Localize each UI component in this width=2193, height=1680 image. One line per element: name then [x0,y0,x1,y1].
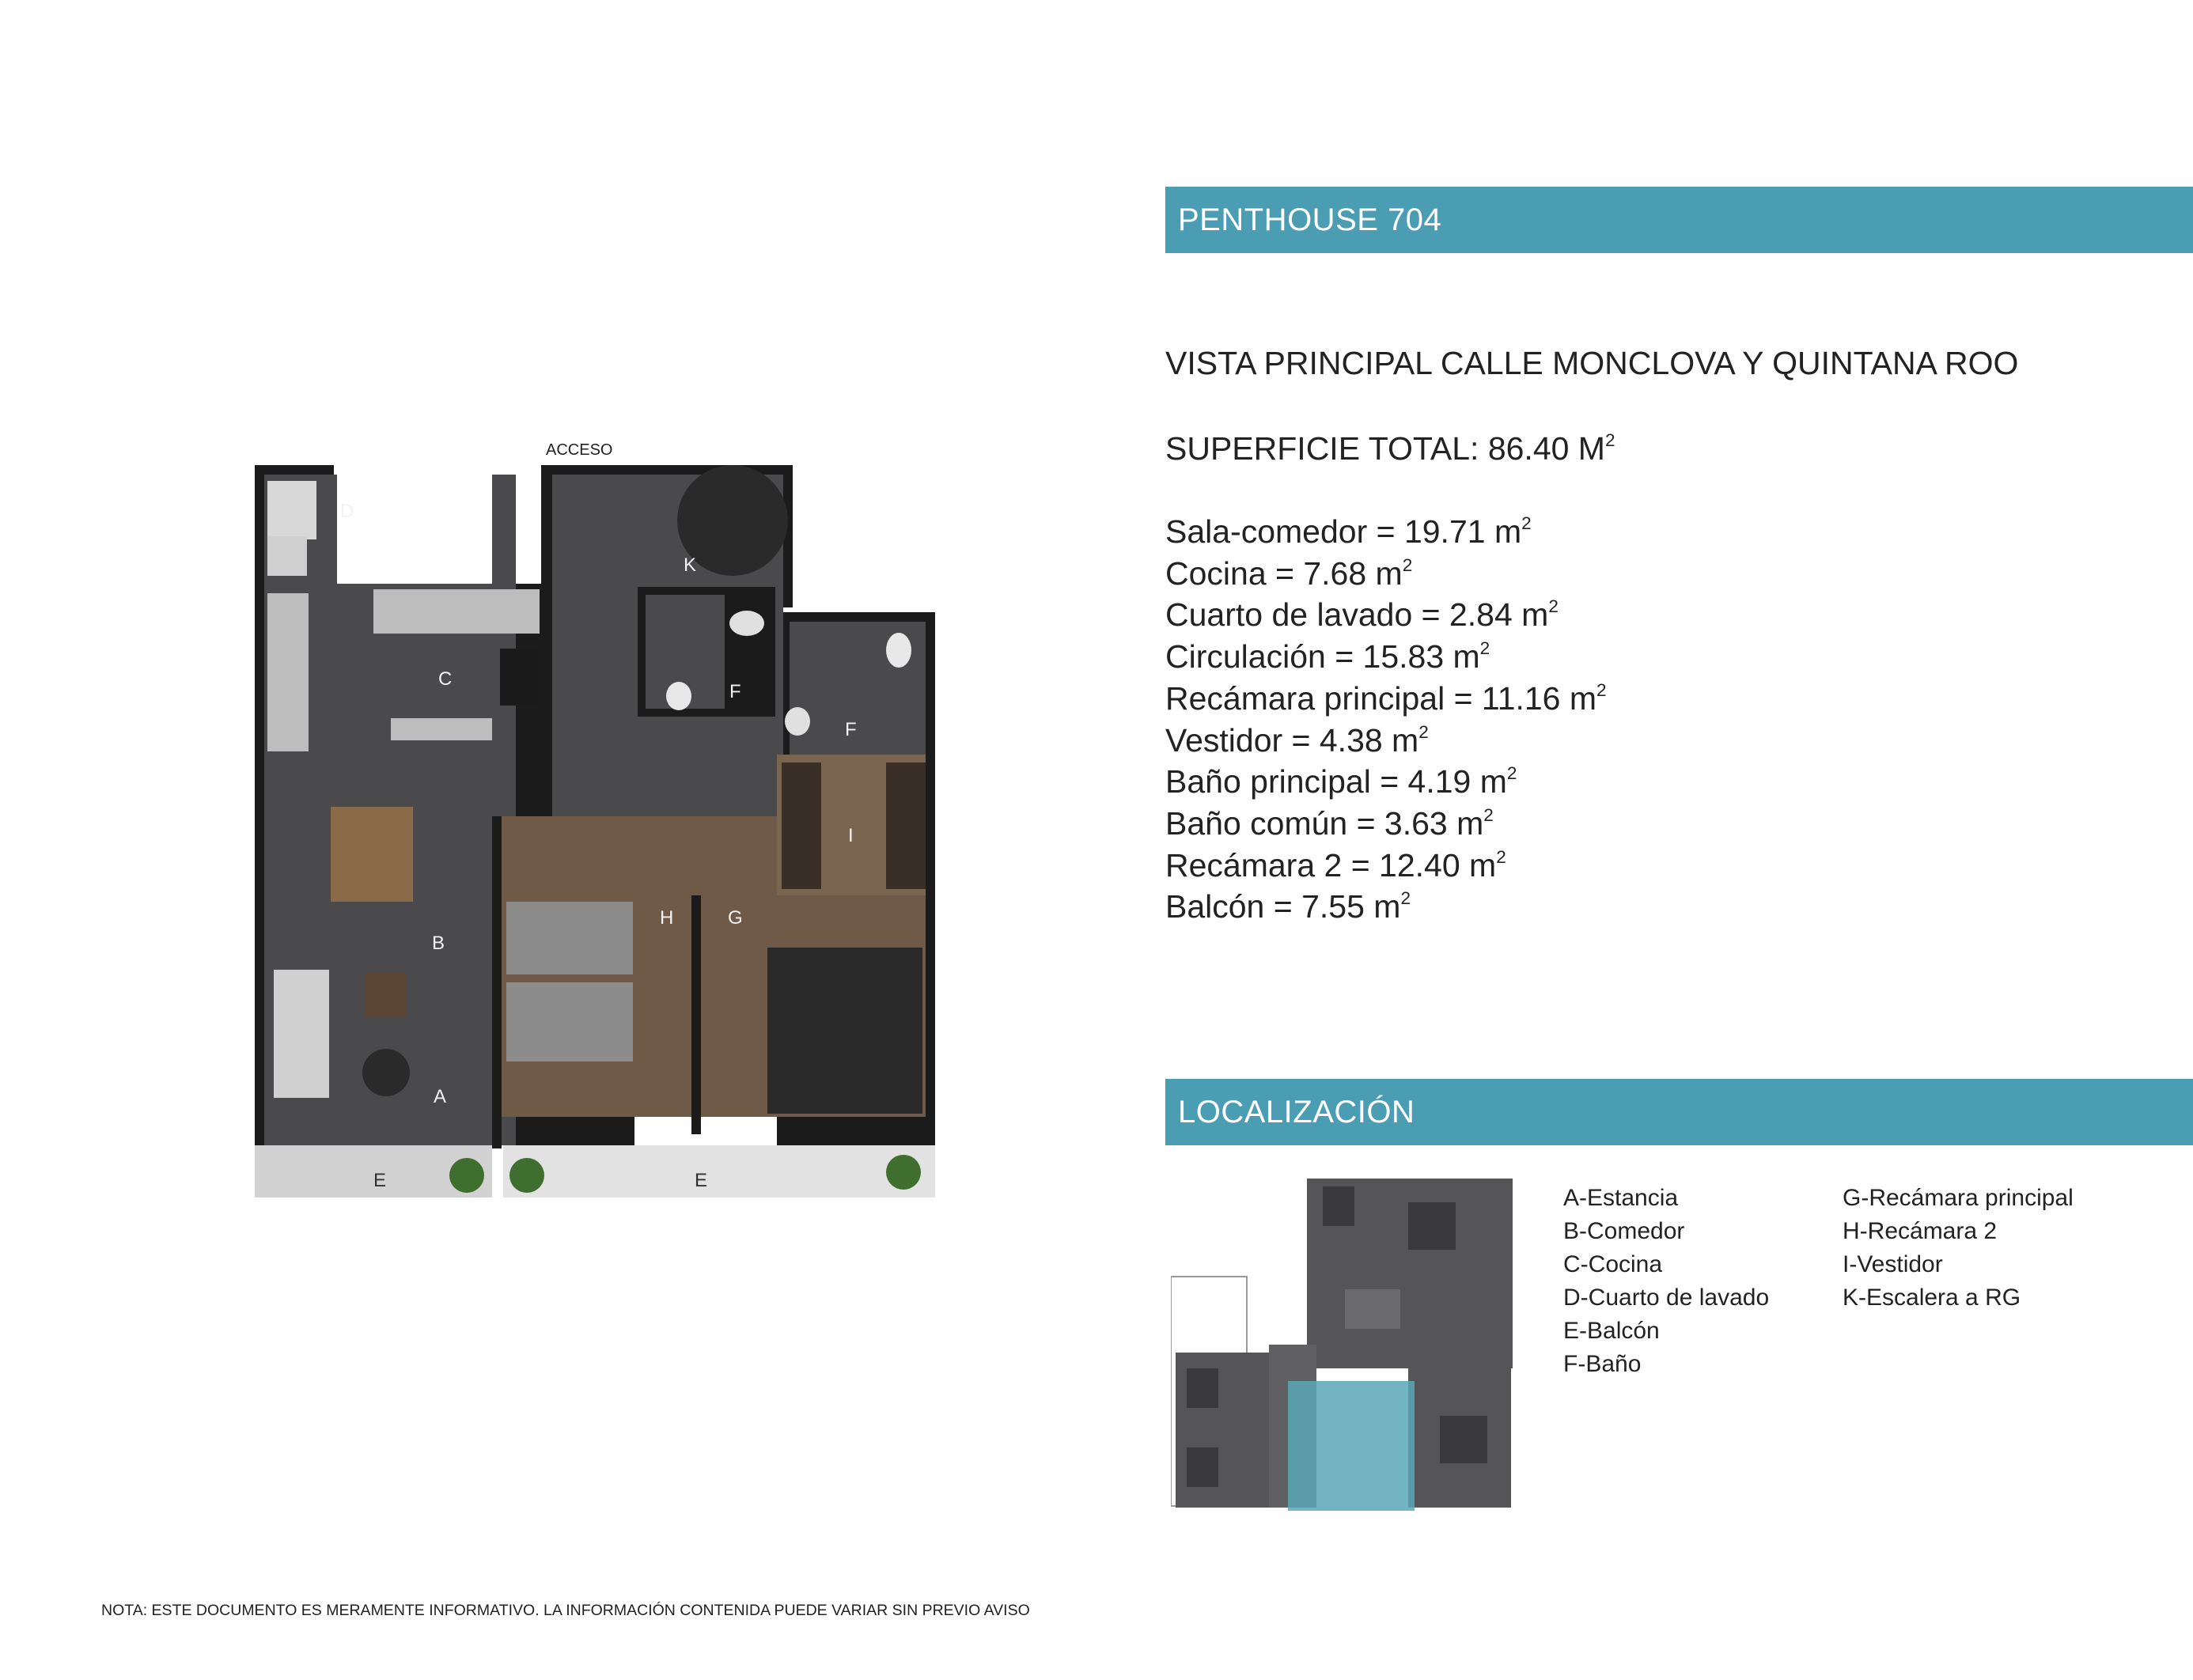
closet-right [886,762,926,889]
room-label-h: H [660,907,674,929]
legend-item: C-Cocina [1563,1251,1663,1277]
area-text: Recámara 2 = 12.40 m [1165,846,1497,884]
disclaimer-note: NOTA: ESTE DOCUMENTO ES MERAMENTE INFORMATIVO. LA INFORMACIÓN CONTENIDA PUEDE VARIAR SIN PREVIO AVISO [101,1602,1030,1619]
room-label-e1: E [373,1170,387,1191]
location-map [1171,1179,1519,1515]
superficie-heading [1165,430,1615,467]
area-sup: 2 [1479,638,1490,659]
superficie-label: SUPERFICIE TOTAL: 86.40 M [1165,430,1605,467]
room-label-c: C [438,668,453,690]
floor-plan [255,435,935,1218]
area-row [1165,636,1607,678]
area-row [1165,761,1607,803]
legend-left [1563,1182,1769,1381]
wall-master [691,895,701,1134]
closet-left [782,762,821,889]
legend-item: F-Baño [1563,1351,1642,1377]
armchair [362,1049,410,1096]
area-row [1165,511,1607,553]
area-text: Circulación = 15.83 m [1165,638,1480,675]
bed-single-2 [506,982,633,1061]
washer [267,536,307,576]
acceso-label: ACCESO [546,441,613,459]
room-label-k: K [684,554,697,576]
page-title: PENTHOUSE 704 [1178,202,1442,237]
area-sup: 2 [1496,846,1506,867]
superficie-sup: 2 [1604,430,1615,451]
title-band [1165,187,2193,253]
plant-icon [509,1158,544,1193]
area-sup: 2 [1400,888,1411,909]
legend-item: E-Balcón [1563,1318,1660,1344]
kitchen-counter [373,589,540,634]
kitchen-counter-side [267,593,309,751]
localizacion-title: LOCALIZACIÓN [1178,1095,1415,1129]
area-sup: 2 [1418,721,1429,742]
area-row [1165,803,1607,845]
room-label-f1: F [729,681,741,702]
bath-1-toilet [666,682,691,710]
bed-single-1 [506,902,633,974]
area-sup: 2 [1483,805,1494,826]
legend-item: I-Vestidor [1843,1251,1943,1277]
legend-item: H-Recámara 2 [1843,1218,1998,1244]
area-sup: 2 [1506,763,1517,784]
sofa [274,970,329,1098]
room-label-a: A [434,1086,447,1107]
area-text: Cocina = 7.68 m [1165,554,1403,592]
map-highlight-unit [1288,1381,1415,1511]
wall-bedroom-2 [492,816,502,1148]
stove [500,649,538,706]
area-text: Baño principal = 4.19 m [1165,763,1507,800]
area-sup: 2 [1521,513,1532,534]
area-text: Baño común = 3.63 m [1165,804,1484,842]
room-label-e2: E [695,1170,708,1191]
area-row [1165,886,1607,928]
map-room [1345,1289,1400,1329]
room-label-i: I [848,825,854,846]
map-room [1323,1186,1354,1226]
map-room [1408,1202,1456,1250]
legend-item: D-Cuarto de lavado [1563,1285,1770,1311]
area-text: Vestidor = 4.38 m [1165,721,1419,759]
legend-item: G-Recámara principal [1843,1185,2074,1211]
legend-item: A-Estancia [1563,1185,1679,1211]
legend-right [1843,1182,2074,1315]
room-label-g: G [728,907,743,929]
bath-1-sink [729,611,764,636]
area-sup: 2 [1596,679,1607,700]
room-label-f2: F [845,719,857,740]
plant-icon [886,1155,921,1190]
map-room [1440,1416,1487,1463]
laundry-sink [267,481,316,539]
area-text: Sala-comedor = 19.71 m [1165,513,1522,550]
area-row [1165,678,1607,720]
room-label-d: D [340,501,354,522]
dining-table [331,807,413,902]
coffee-table [366,973,407,1017]
map-room [1187,1368,1218,1408]
plant-icon [449,1158,484,1193]
area-sup: 2 [1402,554,1413,575]
area-sup: 2 [1548,596,1559,617]
area-row [1165,845,1607,887]
legend-item: K-Escalera a RG [1843,1285,2021,1311]
area-row [1165,594,1607,636]
map-room [1187,1447,1218,1487]
balcony-right [503,1145,935,1198]
area-text: Cuarto de lavado = 2.84 m [1165,596,1549,634]
vista-heading: VISTA PRINCIPAL CALLE MONCLOVA Y QUINTANA ROO [1165,345,2019,381]
bath-2-toilet [886,633,911,668]
area-text: Recámara principal = 11.16 m [1165,679,1597,717]
laundry-court [337,470,492,584]
bath-2-sink [785,707,810,736]
area-row [1165,553,1607,595]
localizacion-band [1165,1079,2193,1145]
kitchen-island [391,718,492,740]
legend-item: B-Comedor [1563,1218,1685,1244]
bed-master [767,948,922,1114]
area-text: Balcón = 7.55 m [1165,888,1401,925]
room-label-b: B [432,933,445,954]
area-row [1165,720,1607,762]
areas-list [1165,511,1607,928]
